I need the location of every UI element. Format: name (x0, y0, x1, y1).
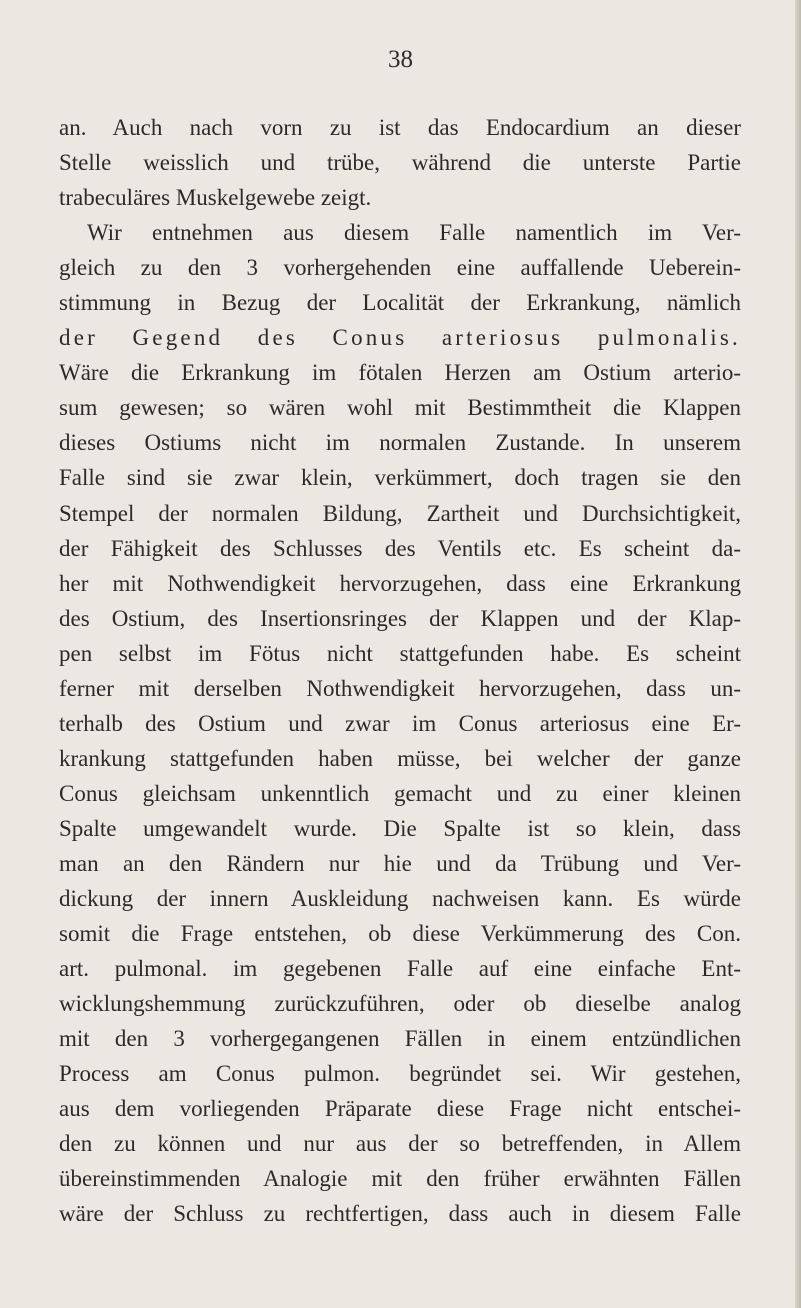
body-text (59, 110, 741, 1232)
text-line: dickung der innern Auskleidung nachweisen kann. Es würde (59, 886, 741, 912)
text-line: dieses Ostiums nicht im normalen Zustande. In unserem (59, 430, 741, 456)
text-line: wicklungshemmung zurückzuführen, oder ob dieselbe analog (59, 991, 741, 1017)
text-line: Process am Conus pulmon. begründet sei. Wir gestehen, (59, 1061, 741, 1087)
page-edge (795, 0, 801, 1308)
text-line: krankung stattgefunden haben müsse, bei welcher der ganze (59, 745, 741, 771)
text-line: an. Auch nach vorn zu ist das Endocardium an dieser (59, 115, 741, 140)
text-line: aus dem vorliegenden Präparate diese Frage nicht entschei- (59, 1096, 741, 1122)
text-line: Falle sind sie zwar klein, verkümmert, doch tragen sie den (59, 465, 741, 491)
text-line: der Fähigkeit des Schlusses des Ventils etc. Es scheint da- (59, 535, 741, 561)
text-line: wäre der Schluss zu rechtfertigen, dass auch in diesem Falle (59, 1201, 741, 1227)
text-line: Stelle weisslich und trübe, während die unterste Partie (59, 150, 741, 176)
text-line: man an den Rändern nur hie und da Trübung und Ver- (59, 850, 741, 876)
text-line: übereinstimmenden Analogie mit den früher erwähnten Fällen (59, 1166, 741, 1192)
text-line: Stempel der normalen Bildung, Zartheit und Durchsichtigkeit, (59, 500, 741, 526)
text-line: somit die Frage entstehen, ob diese Verkümmerung des Con. (59, 921, 741, 947)
text-line: den zu können und nur aus der so betreffenden, in Allem (59, 1131, 741, 1157)
text-line: Wir entnehmen aus diesem Falle namentlich im Ver- (87, 220, 741, 246)
text-line: art. pulmonal. im gegebenen Falle auf eine einfache Ent- (59, 956, 741, 982)
text-line: pen selbst im Fötus nicht stattgefunden habe. Es scheint (59, 640, 741, 666)
text-line: sum gewesen; so wären wohl mit Bestimmtheit die Klappen (59, 395, 741, 421)
text-line: ferner mit derselben Nothwendigkeit hervorzugehen, dass un- (59, 675, 741, 701)
text-line: terhalb des Ostium und zwar im Conus arteriosus eine Er- (59, 710, 741, 736)
text-line: des Ostium, des Insertionsringes der Klappen und der Klap- (59, 605, 741, 631)
text-line: Spalte umgewandelt wurde. Die Spalte ist so klein, dass (59, 815, 741, 841)
text-line: der Gegend des Conus arteriosus pulmonalis. (59, 325, 741, 351)
page-number: 38 (388, 46, 413, 73)
text-line: mit den 3 vorhergegangenen Fällen in einem entzündlichen (59, 1026, 741, 1052)
text-line: trabeculäres Muskelgewebe zeigt. (59, 185, 372, 211)
text-line: gleich zu den 3 vorhergehenden eine auffallende Ueberein- (59, 255, 741, 281)
text-line: Wäre die Erkrankung im fötalen Herzen am Ostium arterio- (59, 360, 741, 386)
text-line: stimmung in Bezug der Localität der Erkrankung, nämlich (59, 290, 741, 316)
text-line: Conus gleichsam unkenntlich gemacht und zu einer kleinen (59, 780, 741, 806)
text-line: her mit Nothwendigkeit hervorzugehen, dass eine Erkrankung (59, 570, 741, 596)
